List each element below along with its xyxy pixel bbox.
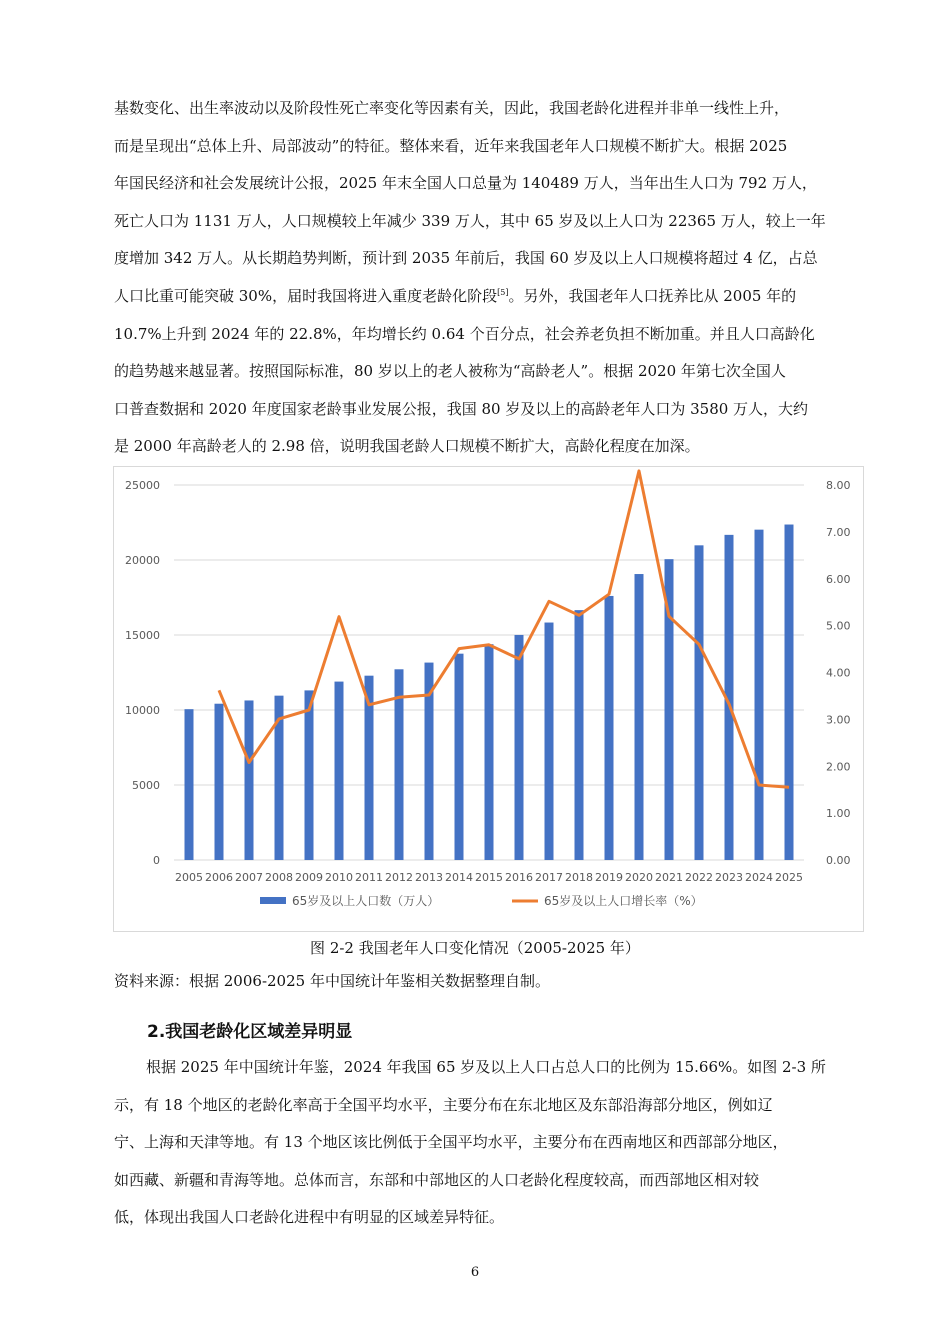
population-chart	[113, 466, 864, 932]
y-right-tick-label: 6.00	[826, 572, 851, 586]
x-tick-label: 2009	[295, 871, 323, 884]
x-tick-label: 2008	[265, 871, 293, 884]
reference-marker[interactable]: [5]	[497, 287, 509, 297]
y-left-tick-label: 5000	[132, 779, 160, 792]
y-left-tick-label: 15000	[125, 629, 160, 642]
x-tick-label: 2022	[685, 871, 713, 884]
x-tick-label: 2012	[385, 871, 413, 884]
section-heading: 2.我国老龄化区域差异明显	[147, 1022, 353, 1042]
legend-label-line: 65岁及以上人口增长率（%）	[544, 894, 703, 908]
bar	[455, 654, 464, 860]
bar	[785, 525, 794, 860]
bar	[605, 596, 614, 860]
bar	[635, 574, 644, 860]
chart-canvas	[114, 467, 863, 931]
bar	[305, 690, 314, 860]
y-right-tick-label: 0.00	[826, 854, 851, 867]
text-segment: 人口比重可能突破 30%，届时我国将进入重度老龄化阶段	[114, 286, 498, 305]
text-line: 基数变化、出生率波动以及阶段性死亡率变化等因素有关，因此，我国老龄化进程并非单一线性上升，	[114, 99, 790, 117]
bar	[515, 635, 524, 860]
text-line: 示，有 18 个地区的老龄化率高于全国平均水平，主要分布在东北地区及东部沿海部分地区，例如辽	[114, 1095, 773, 1114]
x-tick-label: 2021	[655, 871, 683, 884]
y-left-tick-label: 0	[153, 854, 160, 867]
bar	[545, 623, 554, 860]
x-tick-label: 2020	[625, 871, 653, 884]
x-tick-label: 2013	[415, 871, 443, 884]
text-line: 而是呈现出“总体上升、局部波动”的特征。整体来看，近年来我国老年人口规模不断扩大。根据 2025	[114, 136, 788, 155]
y-right-tick-label: 3.00	[826, 713, 851, 727]
bar	[485, 644, 494, 860]
text-line: 低，体现出我国人口老龄化进程中有明显的区域差异特征。	[114, 1208, 505, 1227]
x-tick-label: 2025	[775, 871, 803, 884]
text-line: 死亡人口为 1131 万人，人口规模较上年减少 339 万人，其中 65 岁及以上人口为 22365 万人，较上一年	[114, 211, 826, 230]
paragraph-regional-difference	[114, 1049, 860, 1237]
x-tick-label: 2016	[505, 871, 533, 884]
x-tick-label: 2007	[235, 871, 263, 884]
x-tick-label: 2011	[355, 871, 383, 884]
text-line: 如西藏、新疆和青海等地。总体而言，东部和中部地区的人口老龄化程度较高，而西部地区相对较	[114, 1170, 760, 1189]
y-right-tick-label: 2.00	[826, 760, 851, 774]
y-right-tick-label: 7.00	[826, 525, 851, 539]
page-number: 6	[470, 1265, 480, 1280]
text-line: 根据 2025 年中国统计年鉴，2024 年我国 65 岁及以上人口占总人口的比例为 15.66%。如图 2-3 所	[146, 1058, 826, 1076]
x-tick-label: 2019	[595, 871, 623, 884]
x-tick-label: 2023	[715, 871, 743, 884]
x-tick-label: 2006	[205, 871, 233, 884]
text-line: 宁、上海和天津等地。有 13 个地区该比例低于全国平均水平，主要分布在西南地区和西部部分地区，	[114, 1133, 788, 1152]
y-right-tick-label: 5.00	[826, 619, 851, 633]
x-tick-label: 2017	[535, 871, 563, 884]
bar	[755, 530, 764, 860]
x-tick-label: 2005	[175, 871, 203, 884]
text-segment: 。另外，我国老年人口抚养比从 2005 年的	[508, 286, 797, 305]
text-line: 年国民经济和社会发展统计公报，2025 年末全国人口总量为 140489 万人，当年出生人口为 792 万人，	[114, 174, 817, 193]
x-tick-label: 2015	[475, 871, 503, 884]
bar	[215, 704, 224, 860]
x-tick-label: 2018	[565, 871, 593, 884]
bar	[335, 682, 344, 860]
y-right-tick-label: 8.00	[826, 479, 851, 492]
figure-caption: 图 2-2 我国老年人口变化情况（2005-2025 年）	[310, 939, 640, 957]
paragraph-aging-trend	[114, 90, 860, 466]
text-line: 10.7%上升到 2024 年的 22.8%，年均增长约 0.64 个百分点，社会养老负担不断加重。并且人口高龄化	[114, 324, 815, 343]
text-line: 度增加 342 万人。从长期趋势判断，预计到 2035 年前后，我国 60 岁及以上人口规模将超过 4 亿，占总	[114, 249, 818, 268]
y-right-tick-label: 1.00	[826, 807, 851, 821]
legend-swatch-bar	[260, 897, 286, 904]
bar	[575, 610, 584, 860]
x-tick-label: 2010	[325, 871, 353, 884]
y-left-tick-label: 25000	[125, 479, 160, 492]
y-left-tick-label: 20000	[125, 554, 160, 567]
source-note: 资料来源：根据 2006-2025 年中国统计年鉴相关数据整理自制。	[114, 972, 550, 990]
bar	[245, 700, 254, 860]
x-tick-label: 2024	[745, 871, 773, 884]
x-tick-label: 2014	[445, 871, 473, 884]
text-line: 是 2000 年高龄老人的 2.98 倍，说明我国老龄人口规模不断扩大，高龄化程度在加深。	[114, 437, 700, 456]
text-line: 的趋势越来越显著。按照国际标准，80 岁以上的老人被称为“高龄老人”。根据 2020 年第七次全国人	[114, 362, 786, 381]
bar	[695, 545, 704, 860]
bar	[185, 709, 194, 860]
y-left-tick-label: 10000	[125, 704, 160, 717]
text-line	[114, 278, 860, 316]
legend-label-bar: 65岁及以上人口数（万人）	[292, 894, 440, 908]
text-line: 口普查数据和 2020 年度国家老龄事业发展公报，我国 80 岁及以上的高龄老年人口为 3580 万人，大约	[114, 399, 809, 418]
y-right-tick-label: 4.00	[826, 666, 851, 680]
